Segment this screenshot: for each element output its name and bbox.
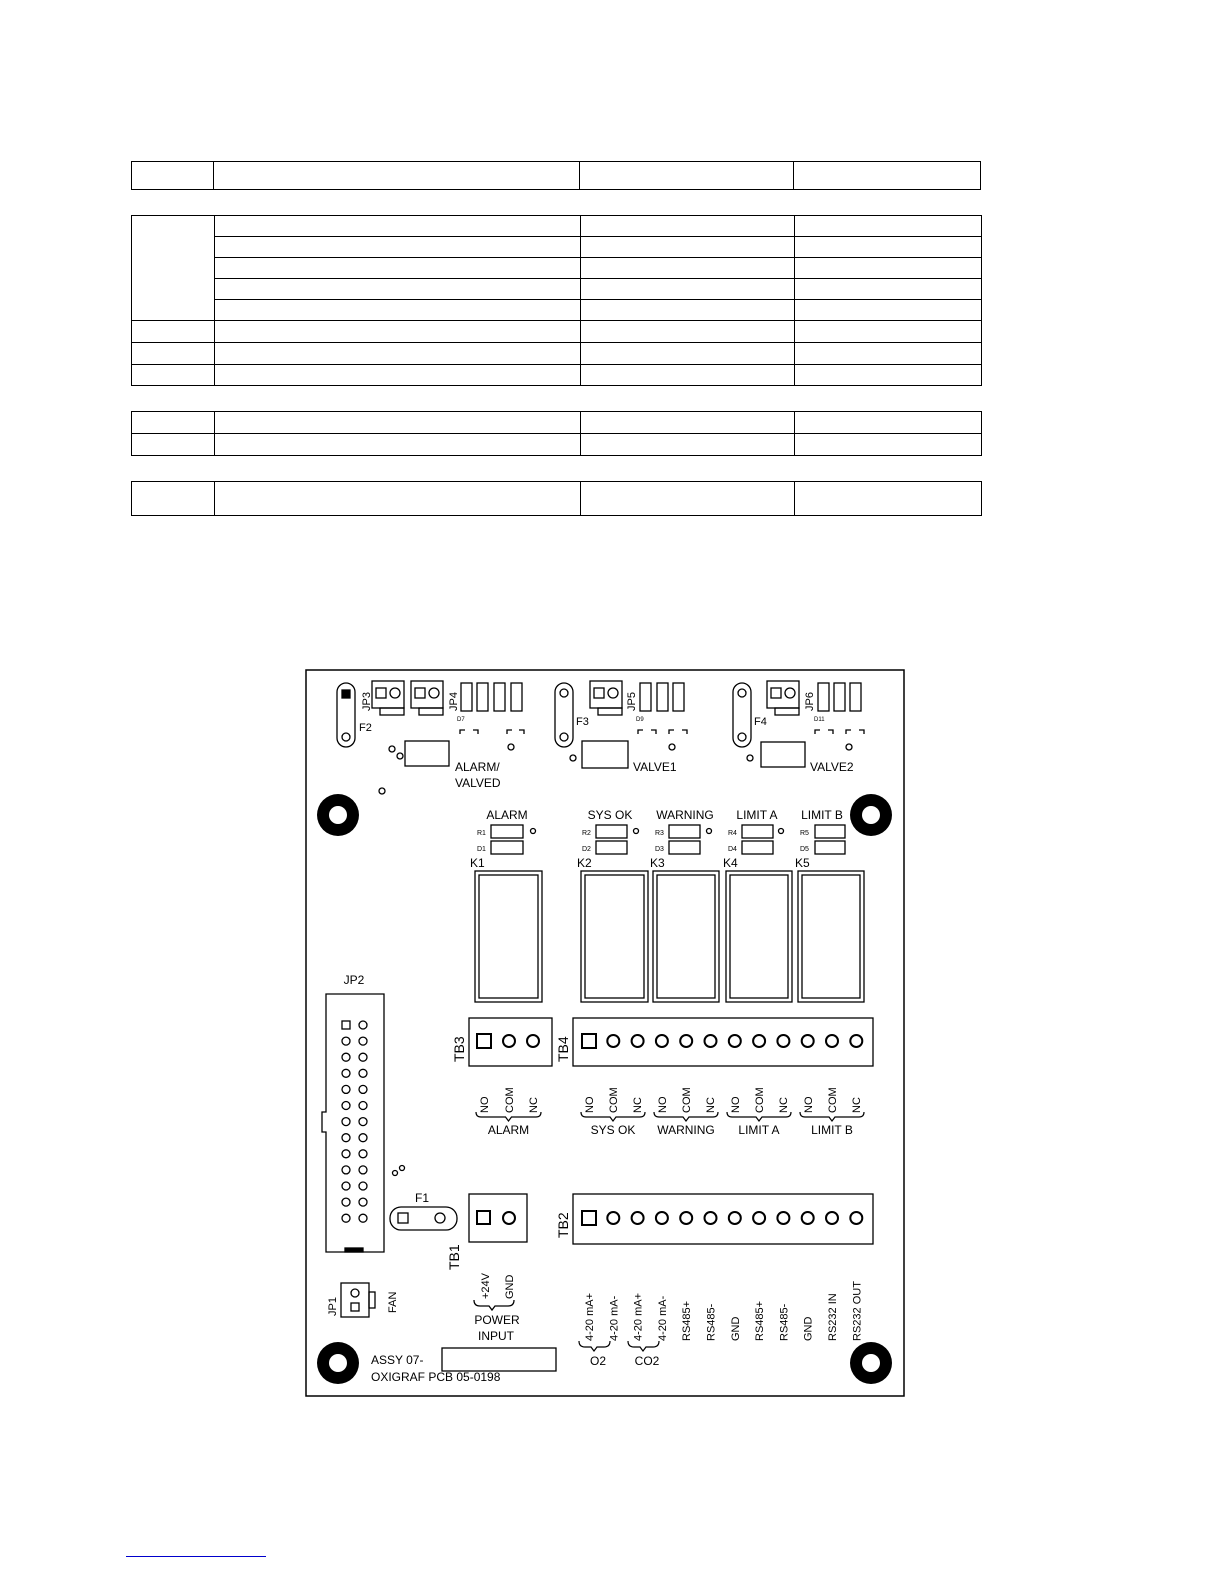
- contact-label: COM: [608, 1087, 620, 1113]
- terminal-pin: [850, 1212, 862, 1224]
- terminal-pin: [656, 1212, 668, 1224]
- contact-label: NO: [479, 1096, 491, 1113]
- jp2-pin: [342, 1069, 350, 1077]
- valve1-label: VALVE1: [633, 760, 677, 774]
- contact-group-name: LIMIT B: [811, 1123, 853, 1137]
- relay-k-label: K4: [723, 856, 738, 870]
- jp2-pin: [359, 1037, 367, 1045]
- jp2-pin: [359, 1021, 367, 1029]
- jp2-pin: [342, 1134, 350, 1142]
- relay-k-label: K2: [577, 856, 592, 870]
- alarm-valved-label-1: ALARM/: [455, 760, 500, 774]
- relay-limit-a: [723, 808, 792, 1002]
- contact-label: COM: [754, 1087, 766, 1113]
- jp5-label: JP5: [626, 692, 638, 711]
- tb2-pin-label: 4-20 mA+: [632, 1293, 645, 1341]
- analog-output-groups: [579, 1341, 660, 1368]
- power-pin-24v: +24V: [480, 1273, 492, 1299]
- tb2-pin-label: 4-20 mA-: [656, 1295, 669, 1341]
- jp2-pin: [342, 1085, 350, 1093]
- terminal-pin: [632, 1035, 644, 1047]
- jp2-pin: [359, 1069, 367, 1077]
- jp2-pin: [359, 1053, 367, 1061]
- terminal-pin: [753, 1212, 765, 1224]
- contact-label: NO: [584, 1096, 596, 1113]
- tb2-pin-label: RS232 IN: [827, 1293, 839, 1341]
- relay-sys-ok: [577, 808, 648, 1002]
- relay-k-label: K5: [795, 856, 810, 870]
- jp2-pin: [359, 1166, 367, 1174]
- tb1-label: TB1: [446, 1244, 462, 1270]
- relay-d-label: D5: [800, 846, 809, 853]
- mounting-holes: [317, 794, 892, 1384]
- relay-r-label: R2: [582, 830, 591, 837]
- terminal-pin: [680, 1212, 692, 1224]
- o2-label: O2: [589, 1354, 607, 1368]
- tb4-terminal: [555, 1018, 873, 1066]
- terminal-pin: [850, 1035, 862, 1047]
- assy-text: ASSY 07-: [371, 1353, 424, 1367]
- jp2-pin: [342, 1053, 350, 1061]
- jp2-header: [322, 973, 405, 1252]
- contact-label: NC: [778, 1097, 790, 1113]
- relay-d-label: D1: [477, 846, 486, 853]
- terminal-pin: [777, 1212, 789, 1224]
- top-header-area: [337, 681, 864, 794]
- relay-r-label: R3: [655, 830, 664, 837]
- tb2-pin-label: 4-20 mA+: [584, 1293, 596, 1341]
- d7-label: D7: [457, 717, 465, 723]
- terminal-pin: [607, 1035, 619, 1047]
- jp6-label: JP6: [804, 692, 816, 711]
- jp4-label: JP4: [448, 692, 460, 711]
- terminal-pin: [582, 1211, 596, 1225]
- terminal-pin: [802, 1212, 814, 1224]
- f1-label: F1: [415, 1191, 430, 1205]
- jp2-pin: [359, 1118, 367, 1126]
- relay-d-label: D2: [582, 846, 591, 853]
- jp2-pin: [342, 1166, 350, 1174]
- contact-label: NO: [730, 1096, 742, 1113]
- relay-name: WARNING: [656, 808, 714, 822]
- jp2-pin: [342, 1102, 350, 1110]
- power-input-area: [390, 1191, 527, 1343]
- f3-label: F3: [576, 716, 589, 728]
- d11-label: D11: [814, 717, 825, 723]
- pcb-text: OXIGRAF PCB 05-0198: [371, 1370, 501, 1384]
- assembly-label: [371, 1348, 556, 1384]
- jp2-pin: [359, 1134, 367, 1142]
- terminal-pin: [729, 1035, 741, 1047]
- terminal-pin: [680, 1035, 692, 1047]
- terminal-pin: [777, 1035, 789, 1047]
- contact-label: NO: [803, 1096, 815, 1113]
- relay-d-label: D3: [655, 846, 664, 853]
- relay-name: ALARM: [486, 808, 528, 822]
- contact-label: NC: [705, 1097, 717, 1113]
- terminal-pin: [705, 1212, 717, 1224]
- footer-rule: [126, 1556, 266, 1557]
- jp2-pin: [359, 1182, 367, 1190]
- relay-k-label: K3: [650, 856, 665, 870]
- relay-limit-b: [795, 808, 864, 1002]
- jp2-label: JP2: [343, 973, 365, 987]
- contact-label: NC: [851, 1097, 863, 1113]
- relay-r-label: R5: [800, 830, 809, 837]
- tb2-pin-label: GND: [729, 1316, 742, 1341]
- tb2-pin-label: 4-20 mA-: [608, 1295, 621, 1341]
- power-label-2: INPUT: [478, 1329, 514, 1343]
- alarm-valved-label-2: VALVED: [455, 776, 501, 790]
- contact-label: NC: [632, 1097, 644, 1113]
- relay-k-label: K1: [470, 856, 485, 870]
- jp2-pin: [359, 1150, 367, 1158]
- power-pin-gnd: GND: [504, 1274, 516, 1299]
- tb3-terminal: [451, 1018, 552, 1066]
- valve2-label: VALVE2: [810, 760, 854, 774]
- jp2-pin: [342, 1037, 350, 1045]
- terminal-pin: [802, 1035, 814, 1047]
- relay-name: LIMIT A: [736, 808, 778, 822]
- terminal-pin: [656, 1035, 668, 1047]
- co2-label: CO2: [634, 1354, 660, 1368]
- jp1-fan-connector: [327, 1283, 399, 1317]
- contact-label: COM: [504, 1087, 516, 1113]
- jp3-label: JP3: [361, 692, 373, 711]
- contact-label: COM: [827, 1087, 839, 1113]
- jp2-pin: [342, 1214, 350, 1222]
- jp2-pin: [359, 1214, 367, 1222]
- contact-group-name: LIMIT A: [738, 1123, 780, 1137]
- board-outline: [306, 670, 904, 1396]
- jp2-pin: [359, 1102, 367, 1110]
- tb2-pin-label: RS485+: [681, 1300, 694, 1341]
- fan-label: FAN: [387, 1291, 399, 1313]
- jp2-pin: [342, 1021, 350, 1029]
- jp2-pin: [359, 1198, 367, 1206]
- tb2-pin-label: GND: [802, 1316, 815, 1341]
- terminal-pin: [607, 1212, 619, 1224]
- terminal-pin: [582, 1034, 596, 1048]
- tb2-pin-label: RS232 OUT: [851, 1281, 864, 1341]
- relay-alarm: [470, 808, 542, 1002]
- contact-group-name: SYS OK: [590, 1123, 636, 1137]
- terminal-pin: [729, 1212, 741, 1224]
- tb2-pin-label: RS485-: [778, 1303, 791, 1341]
- f2-label: F2: [359, 722, 372, 734]
- f4-label: F4: [754, 716, 767, 728]
- relay-name: SYS OK: [587, 808, 633, 822]
- relay-name: LIMIT B: [801, 808, 843, 822]
- tb2-pin-label: RS485+: [754, 1300, 767, 1341]
- power-label-1: POWER: [474, 1313, 520, 1327]
- relay-d-label: D4: [728, 846, 737, 853]
- contact-label: NC: [528, 1097, 540, 1113]
- contact-group-name: ALARM: [487, 1123, 530, 1137]
- contact-label-groups: [476, 1087, 864, 1137]
- tb4-label: TB4: [555, 1036, 571, 1062]
- tb2-pin-label: RS485-: [705, 1303, 718, 1341]
- tb2-pin-labels: [584, 1281, 863, 1341]
- terminal-pin: [753, 1035, 765, 1047]
- jp2-pin: [342, 1150, 350, 1158]
- terminal-pin: [826, 1035, 838, 1047]
- jp1-label: JP1: [327, 1297, 339, 1316]
- jp2-pin: [342, 1182, 350, 1190]
- terminal-pin: [705, 1035, 717, 1047]
- tb3-label: TB3: [451, 1036, 467, 1062]
- terminal-pin: [826, 1212, 838, 1224]
- jp2-pin: [342, 1198, 350, 1206]
- contact-group-name: WARNING: [657, 1123, 715, 1137]
- relay-r-label: R4: [728, 830, 737, 837]
- tb2-terminal: [555, 1194, 873, 1244]
- d9-label: D9: [636, 717, 644, 723]
- relay-section: [470, 808, 864, 1002]
- jp2-pin: [359, 1085, 367, 1093]
- contact-label: NO: [657, 1096, 669, 1113]
- terminal-pin: [632, 1212, 644, 1224]
- relay-r-label: R1: [477, 830, 486, 837]
- tb2-label: TB2: [555, 1212, 571, 1238]
- contact-label: COM: [681, 1087, 693, 1113]
- jp2-pin: [342, 1118, 350, 1126]
- relay-warning: [650, 808, 719, 1002]
